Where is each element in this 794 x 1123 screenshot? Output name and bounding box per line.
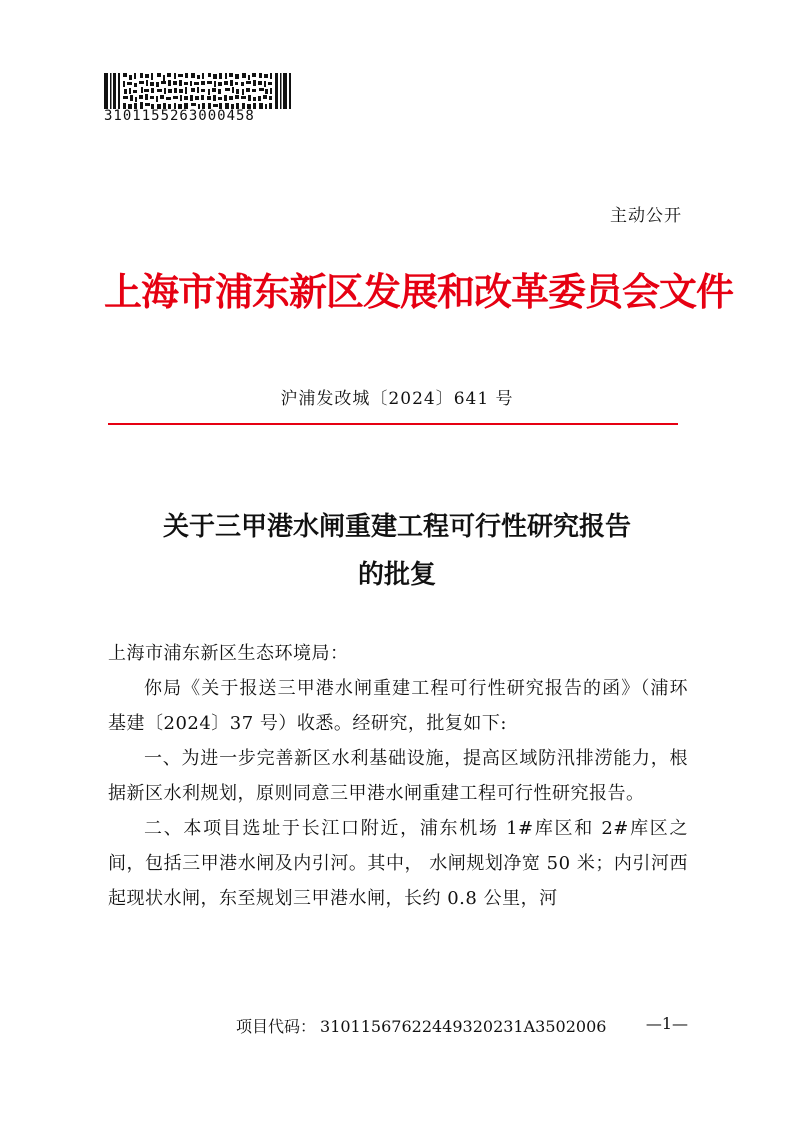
addressee: 上海市浦东新区生态环境局： [108, 643, 349, 664]
body-paragraph: 你局《关于报送三甲港水闸重建工程可行性研究报告的函》（浦环基建〔2024〕37 号）收悉。经研究，批复如下: [108, 678, 688, 734]
body-paragraph: 二、本项目选址于长江口附近，浦东机场 1#库区和 2#库区之间，包括三甲港水闸及内引河。其中， 水闸规划净宽 50 米；内引河西起现状水闸，东至规划三甲港水闸，长约 0.8 公里，河 [108, 818, 688, 909]
barcode-number: 3101155263000458 [104, 108, 255, 124]
page-number: —1— [645, 1014, 688, 1033]
document-title-line-2: 的批复 [357, 560, 436, 590]
barcode [104, 73, 294, 109]
project-code-label: 项目代码： [236, 1017, 317, 1036]
issuer-title: 上海市浦东新区发展和改革委员会文件 [104, 269, 734, 314]
document-title [0, 503, 794, 599]
project-code-value: 31011567622449320231A3502006 [320, 1017, 607, 1036]
body-paragraph: 一、为进一步完善新区水利基础设施，提高区域防汛排涝能力，根据新区水利规划，原则同意三甲港水闸重建工程可行性研究报告。 [108, 748, 688, 804]
project-code [236, 1014, 606, 1037]
document-body [108, 636, 688, 916]
publicity-label: 主动公开 [610, 206, 682, 226]
red-divider [108, 423, 678, 425]
document-title-line-1: 关于三甲港水闸重建工程可行性研究报告 [162, 512, 631, 542]
document-number: 沪浦发改城〔2024〕641 号 [280, 389, 514, 409]
